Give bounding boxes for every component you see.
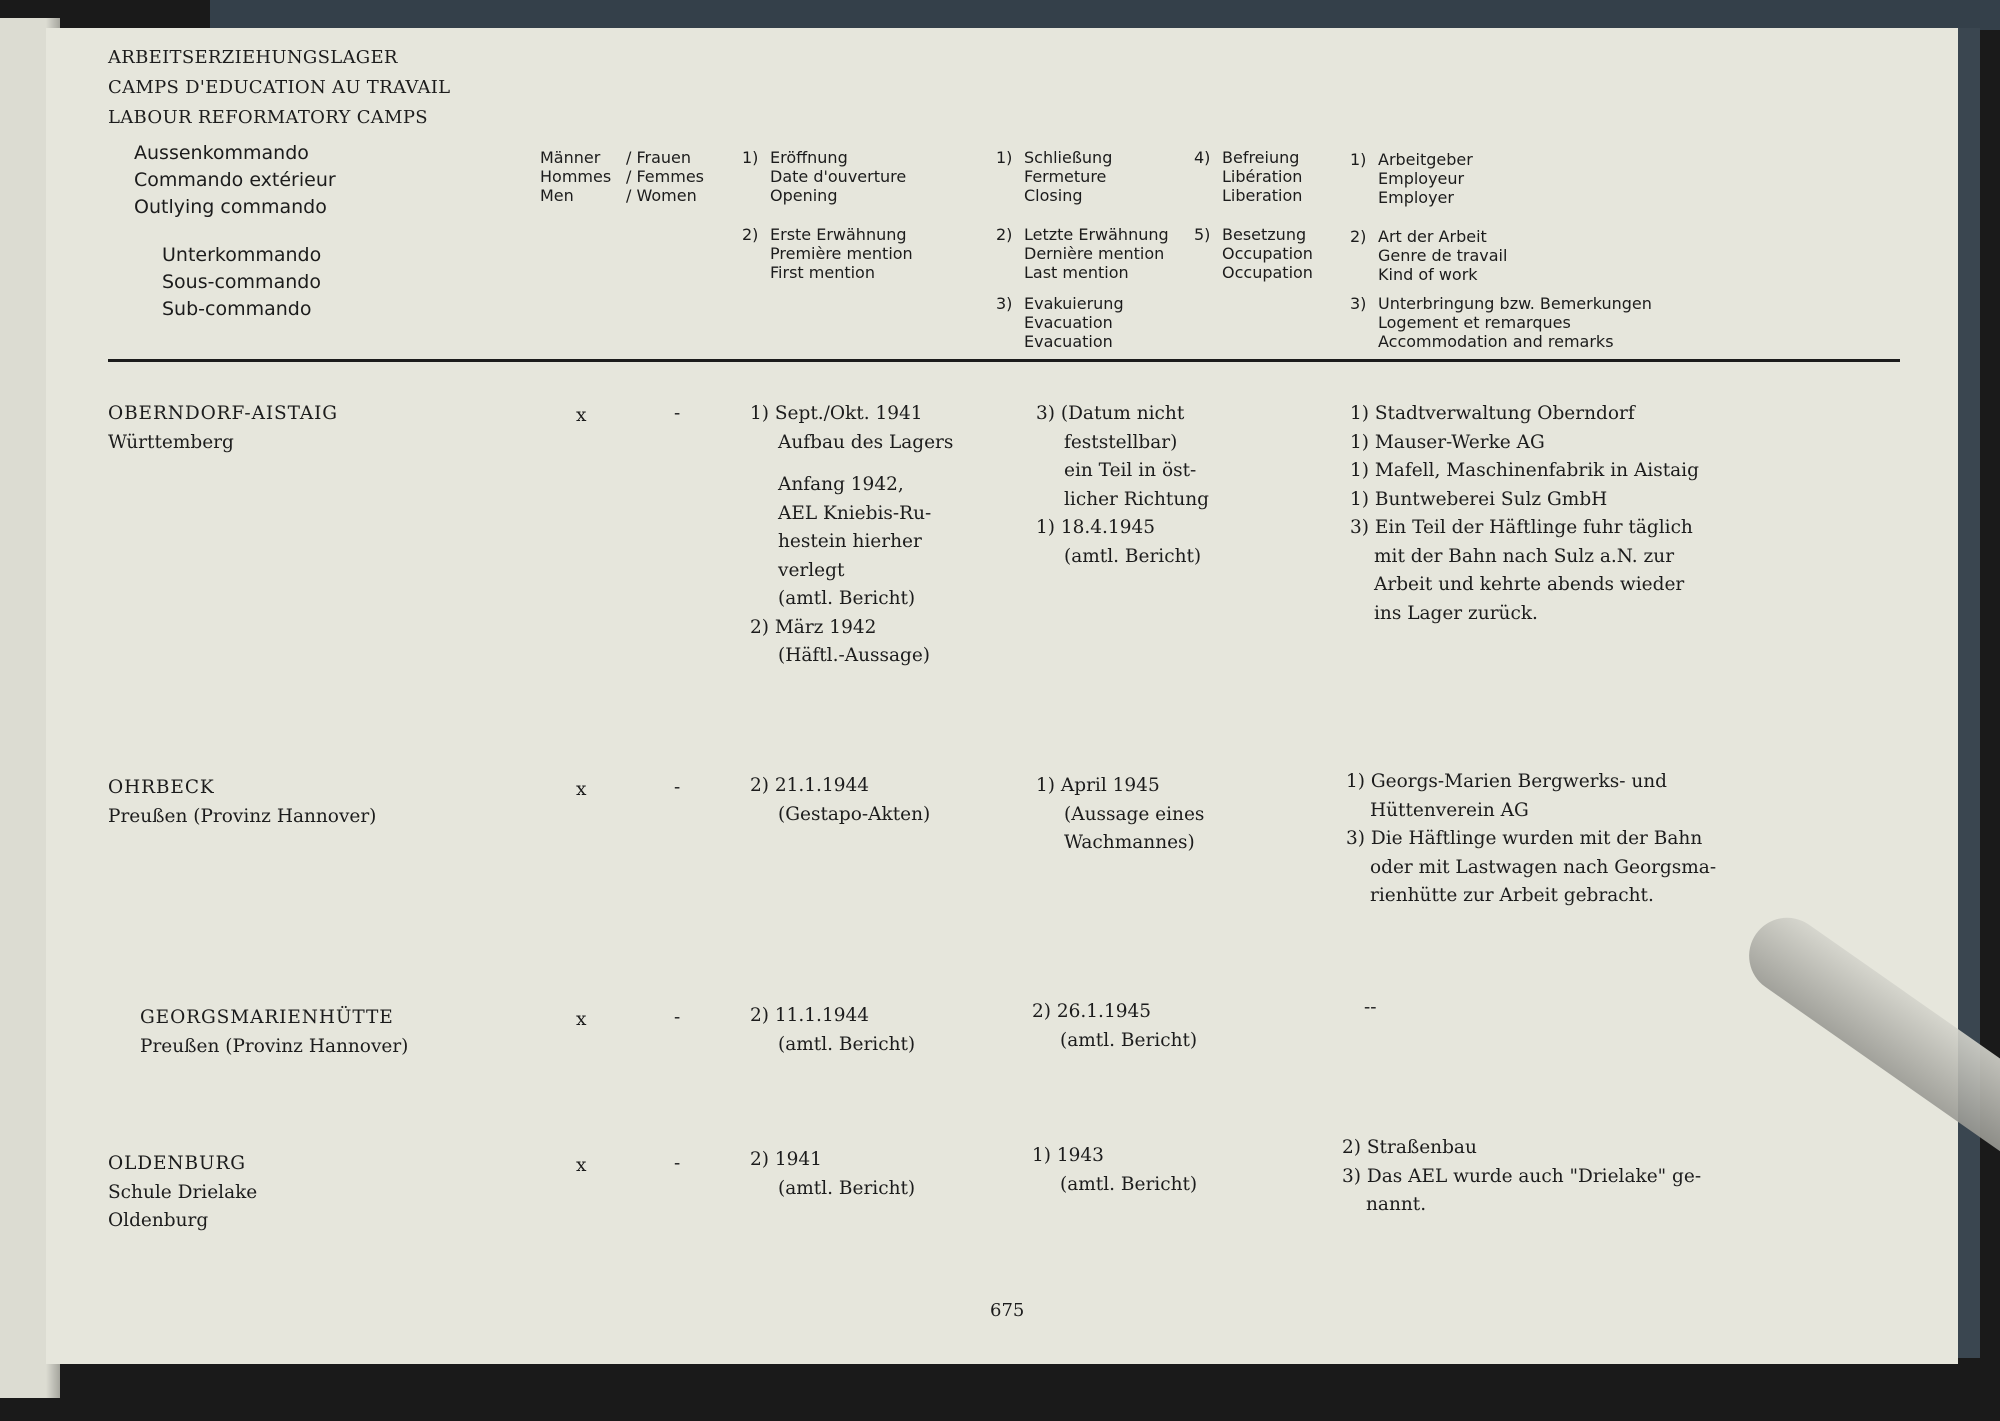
cell-line: 2) 26.1.1945 [1032,1001,1152,1022]
remarks-cell [1342,1134,1701,1220]
header-line: 5) [1194,225,1211,244]
header-line: Unterbringung bzw. Bemerkungen [1378,294,1652,313]
women-mark: - [674,403,681,424]
header-line: Art der Arbeit [1378,227,1487,246]
cell-line: 2) 1941 [750,1149,822,1170]
header-line: 4) [1194,148,1211,167]
cell-line: ins Lager zurück. [1374,602,1538,624]
header-line: Besetzung [1222,225,1307,244]
header-first-mention-numbers [742,225,758,244]
camp-name: OBERNDORF-AISTAIG [108,403,338,424]
men-mark: x [576,405,587,426]
header-last-mention [1024,225,1169,282]
header-line: Libération [1222,167,1303,186]
opening-cell [750,1146,915,1203]
cell-line: (amtl. Bericht) [778,588,916,609]
cell-line: 3) Die Häftlinge wurden mit der Bahn [1346,828,1703,849]
header-line: Employer [1378,188,1454,207]
header-line: Occupation [1222,263,1313,282]
header-evacuation [1024,294,1124,351]
cell-line: 1) 18.4.1945 [1036,517,1156,538]
cell-line: Arbeit und kehrte abends wieder [1374,574,1685,595]
title-line: ARBEITSERZIEHUNGSLAGER [108,47,398,68]
header-line: Eröffnung [770,148,848,167]
cell-line: licher Richtung [1064,488,1210,510]
remarks-cell [1350,400,1699,628]
header-line: 3) [1350,294,1367,313]
header-kind-of-work-numbers [1350,227,1366,246]
header-liberation-numbers [1194,148,1210,167]
header-line: 2) [742,225,759,244]
camp-name: OHRBECK [108,777,215,798]
women-mark: - [674,777,681,798]
header-employer-numbers [1350,150,1366,169]
header-line: Men [540,186,574,205]
header-line: Evacuation [1024,332,1113,351]
cell-line: (Häftl.-Aussage) [778,645,931,666]
header-line: Hommes [540,167,612,186]
header-line: Kind of work [1378,265,1478,284]
header-line: Evakuierung [1024,294,1124,313]
cell-line: 1) Stadtverwaltung Oberndorf [1350,403,1635,424]
header-line: Accommodation and remarks [1378,332,1614,351]
women-mark: - [674,1153,681,1174]
header-line: Aussenkommando [134,142,309,164]
camp-region: Württemberg [108,431,234,453]
header-line: Befreiung [1222,148,1300,167]
header-kind-of-work [1378,227,1507,284]
header-opening-numbers [742,148,758,167]
cell-line: (Gestapo-Akten) [778,803,931,825]
opening-cell [750,772,930,829]
cell-line: 3) Das AEL wurde auch "Drielake" ge- [1342,1165,1702,1187]
entry-oldenburg [108,1150,257,1236]
cell-line: 3) Ein Teil der Häftlinge fuhr täglich [1350,517,1693,538]
entry-georgsmarienhuette [140,1004,408,1061]
header-employer [1378,150,1473,207]
cell-line: Aufbau des Lagers [778,431,954,453]
cell-line: 1) Mafell, Maschinenfabrik in Aistaig [1350,460,1699,481]
header-line: / Frauen [626,148,692,167]
remarks-cell [1346,768,1716,911]
header-line: Arbeitgeber [1378,150,1473,169]
header-line: Outlying commando [134,196,327,218]
header-line: Première mention [770,244,913,263]
cell-line: (amtl. Bericht) [778,1033,916,1055]
header-closing-numbers [996,148,1012,167]
header-outlying-commando [134,140,336,221]
cell-line: -- [1364,997,1377,1018]
header-line: Erste Erwähnung [770,225,907,244]
title-line: LABOUR REFORMATORY CAMPS [108,107,428,128]
cell-line: 2) 21.1.1944 [750,775,870,796]
header-line: Closing [1024,186,1083,205]
header-line: Commando extérieur [134,169,336,191]
header-divider [108,359,1900,362]
header-line: 3) [996,294,1013,313]
closing-cell [1036,772,1204,858]
header-first-mention [770,225,913,282]
header-line: Männer [540,148,601,167]
opening-cell [750,400,953,671]
closing-cell [1032,1142,1197,1199]
background-top-band [210,0,2000,30]
cell-line: nannt. [1366,1194,1427,1215]
header-line: Liberation [1222,186,1303,205]
closing-cell [1032,998,1197,1055]
cell-line: 1) 1943 [1032,1145,1104,1166]
camp-region: Oldenburg [108,1210,209,1231]
header-line: Genre de travail [1378,246,1508,265]
header-line: Dernière mention [1024,244,1165,263]
remarks-cell [1364,994,1377,1023]
cell-line: (amtl. Bericht) [1060,1029,1198,1051]
cell-line: 1) Georgs-Marien Bergwerks- und [1346,771,1668,792]
title-line: CAMPS D'EDUCATION AU TRAVAIL [108,77,451,98]
entry-ohrbeck [108,774,376,831]
header-line: 2) [1350,227,1367,246]
cell-line: (amtl. Bericht) [1064,545,1202,567]
cell-line: hestein hierher [778,531,922,552]
header-line: Fermeture [1024,167,1107,186]
camp-region: Schule Drielake [108,1181,258,1203]
header-line: Schließung [1024,148,1113,167]
header-accommodation-numbers [1350,294,1366,313]
cell-line: 1) Mauser-Werke AG [1350,431,1545,453]
women-mark: - [674,1007,681,1028]
header-line: 1) [742,148,759,167]
document-title [108,43,450,133]
cell-line: 2) Straßenbau [1342,1137,1477,1158]
header-line: Sub-commando [162,298,312,320]
header-line: Letzte Erwähnung [1024,225,1169,244]
header-last-mention-numbers [996,225,1012,244]
header-line: 1) [1350,150,1367,169]
document-page [46,28,1958,1364]
cell-line: mit der Bahn nach Sulz a.N. zur [1374,545,1675,567]
header-line: Logement et remarques [1378,313,1571,332]
header-opening [770,148,906,205]
header-evacuation-numbers [996,294,1012,313]
entry-oberndorf-aistaig [108,400,338,457]
cell-line: (amtl. Bericht) [1060,1173,1198,1195]
cell-line: 1) Buntweberei Sulz GmbH [1350,488,1608,510]
header-line: Evacuation [1024,313,1113,332]
cell-line: ein Teil in öst- [1064,460,1197,481]
camp-region: Preußen (Provinz Hannover) [140,1035,409,1057]
camp-name: GEORGSMARIENHÜTTE [140,1007,394,1028]
header-closing [1024,148,1112,205]
cell-line: feststellbar) [1064,431,1178,453]
header-line: Last mention [1024,263,1129,282]
men-mark: x [576,1155,587,1176]
header-line: Unterkommando [162,244,322,266]
cell-line: 2) 11.1.1944 [750,1005,870,1026]
header-women [626,148,704,205]
cell-line: 1) April 1945 [1036,775,1160,796]
header-line: Employeur [1378,169,1465,188]
header-occupation-numbers [1194,225,1210,244]
header-line: First mention [770,263,875,282]
header-line: / Femmes [626,167,704,186]
header-occupation [1222,225,1313,282]
cell-line: (amtl. Bericht) [778,1177,916,1199]
header-line: 2) [996,225,1013,244]
men-mark: x [576,779,587,800]
cell-line: AEL Kniebis-Ru- [778,502,932,524]
camp-region: Preußen (Provinz Hannover) [108,805,377,827]
header-line: Occupation [1222,244,1313,263]
cell-line: verlegt [778,559,845,581]
opening-cell [750,1002,915,1059]
header-accommodation [1378,294,1652,351]
men-mark: x [576,1009,587,1030]
header-men [540,148,611,205]
cell-line: (Aussage eines [1064,803,1205,825]
cell-line: oder mit Lastwagen nach Georgsma- [1370,856,1717,878]
cell-line: 1) Sept./Okt. 1941 [750,403,923,424]
closing-cell [1036,400,1209,571]
cell-line: 2) März 1942 [750,616,877,638]
header-line: Opening [770,186,838,205]
cell-line: Hüttenverein AG [1370,799,1529,821]
cell-line: rienhütte zur Arbeit gebracht. [1370,885,1654,906]
header-liberation [1222,148,1302,205]
header-line: 1) [996,148,1013,167]
header-line: / Women [626,186,697,205]
header-sub-commando [162,242,321,323]
cell-line: 3) (Datum nicht [1036,403,1185,424]
page-number: 675 [990,1300,1025,1321]
camp-name: OLDENBURG [108,1153,246,1174]
header-line: Date d'ouverture [770,167,907,186]
header-line: Sous-commando [162,271,321,293]
cell-line: Wachmannes) [1064,832,1195,853]
cell-line: Anfang 1942, [778,474,904,495]
